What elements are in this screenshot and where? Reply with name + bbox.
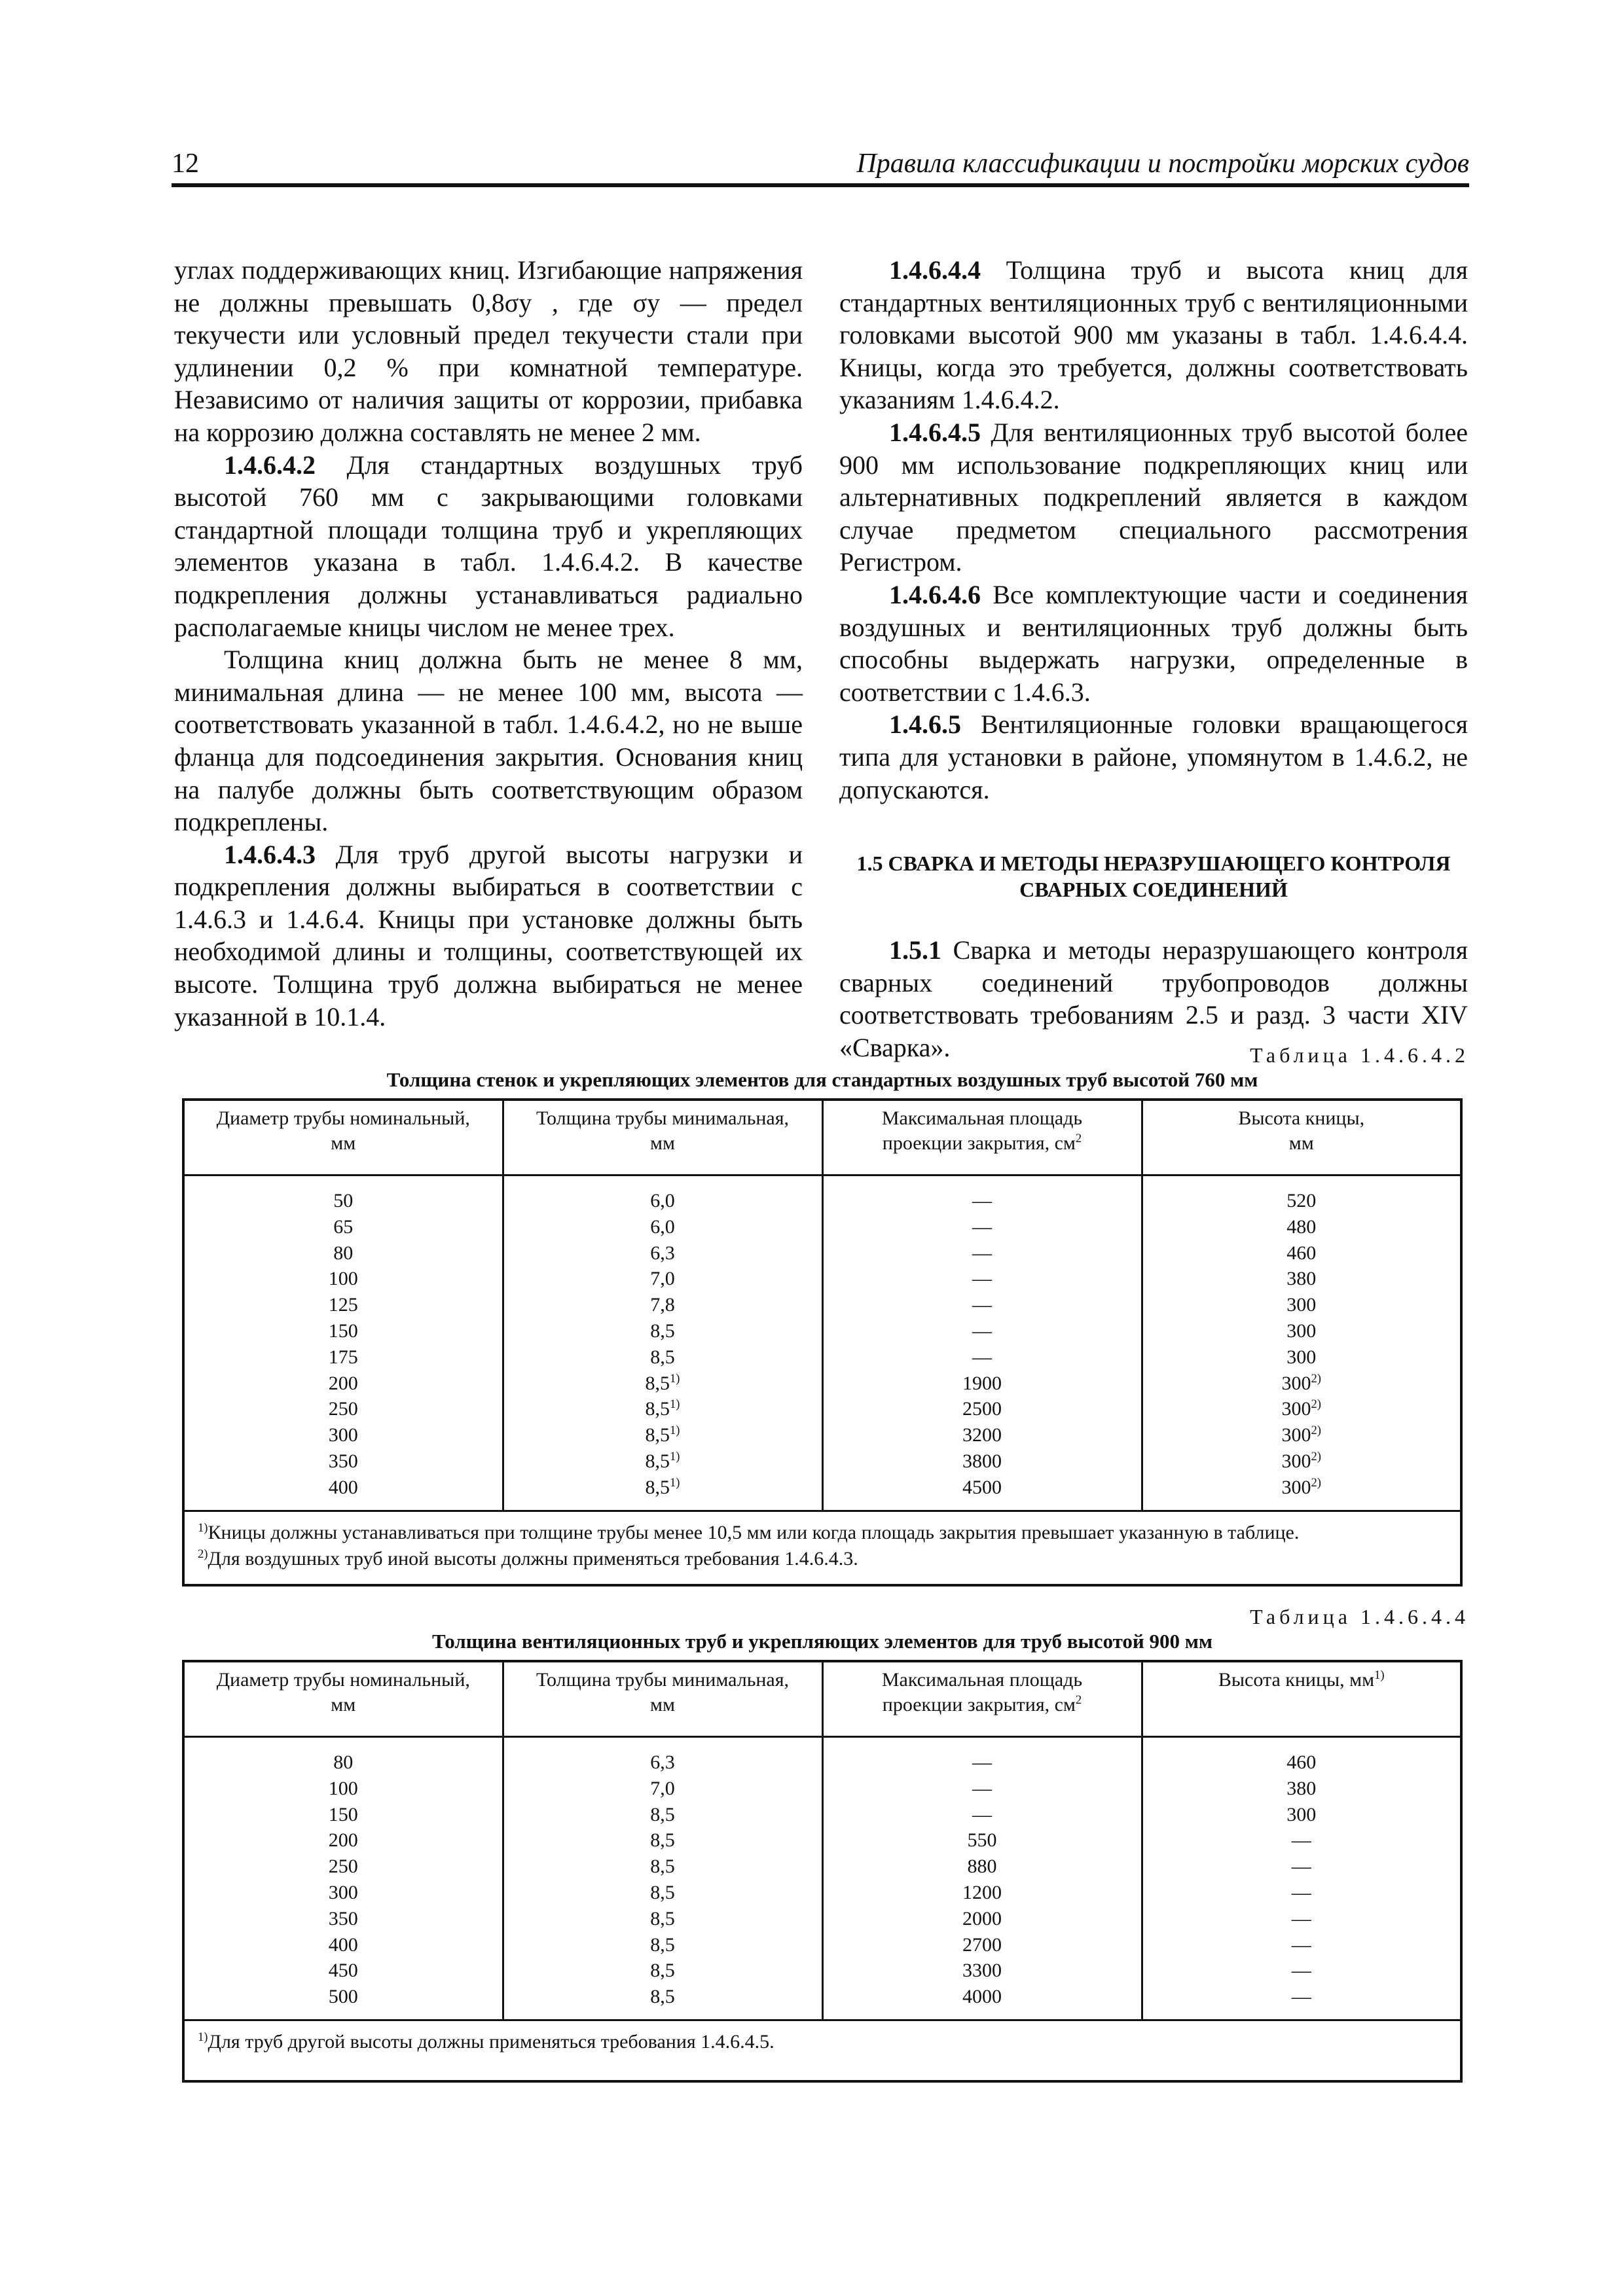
table-cell: 8,5: [650, 1803, 675, 1825]
table-header-row: [183, 1661, 1461, 1737]
table-cell: 8,5: [650, 1856, 675, 1878]
paragraph: [839, 579, 1468, 708]
table-cell: 6,3: [650, 1242, 675, 1264]
paragraph-text: Для труб другой высоты нагрузки и подкрепления должны выбираться в соответствии с 1.4.6.3 и 1.4.6.4. Кницы при установке должны быть необходимой длины и толщины, соответствующей их высоте. Толщина труб должна выбираться не менее указанной в 10.1.4.: [174, 839, 803, 1031]
table-cell: 8,5: [650, 1907, 675, 1929]
table-cell: 450: [328, 1960, 358, 1982]
table-cell: 8,5$^{1)}$: [645, 1475, 680, 1498]
column-header: Толщина трубы минимальная, мм: [503, 1100, 822, 1175]
paragraph: [839, 708, 1468, 806]
table-cell: 150: [328, 1803, 358, 1825]
table-cell: 8,5$^{1)}$: [645, 1424, 680, 1446]
table-cell: 65: [333, 1215, 354, 1238]
paragraph: [174, 449, 803, 644]
table-cell: 480: [1286, 1215, 1317, 1238]
table-cell: 300$^{2)}$: [1281, 1397, 1321, 1420]
table-cell: 200: [328, 1829, 358, 1852]
paragraph: Толщина книц должна быть не менее 8 мм, минимальная длина — не менее 100 мм, высота — соответствовать указанной в табл. 1.4.6.4.2, но не выше фланца для подсоединения закрытия. Основания книц на палубе должны быть соответствующим образом подкреплены.: [174, 645, 803, 837]
clause-number: 1.4.6.4.6: [889, 579, 981, 609]
area-column: [822, 1737, 1142, 2020]
table-cell: —: [972, 1319, 992, 1342]
table-notes-row: [183, 1511, 1461, 1585]
table-body-row: [183, 1737, 1461, 2020]
diameter-column: [183, 1737, 503, 2020]
table-cell: 550: [967, 1829, 997, 1852]
table-cell: 8,5: [650, 1881, 675, 1903]
table-cell: 8,5: [650, 1829, 675, 1852]
thickness-column: [503, 1175, 822, 1511]
table-notes: [183, 2020, 1461, 2081]
table-cell: 380: [1286, 1777, 1317, 1799]
table-cell: 880: [967, 1856, 997, 1878]
column-header: Диаметр трубы номинальный, мм: [183, 1100, 503, 1175]
paragraph: [174, 838, 803, 1033]
column-header: Толщина трубы минимальная, мм: [503, 1661, 822, 1737]
table-cell: —: [972, 1268, 992, 1290]
column-header: Максимальная площадь проекции закрытия, $см^2$: [822, 1661, 1142, 1737]
table-cell: —: [972, 1346, 992, 1368]
table-vent-pipes: [182, 1660, 1463, 2083]
paragraph: [839, 254, 1468, 416]
section-heading: [839, 850, 1468, 903]
table-body-row: [183, 1175, 1461, 1511]
area-column: [822, 1175, 1142, 1511]
table-cell: 250: [328, 1398, 358, 1420]
paragraph-text: Сварка и методы неразрушающего контроля сварных соединений трубопроводов должны соответствовать требованиям 2.5 и разд. 3 части XIV «Сварка».: [839, 935, 1468, 1062]
paragraph: [839, 416, 1468, 579]
column-header: Высота кницы, мм: [1142, 1100, 1461, 1175]
table-cell: 2700: [962, 1933, 1002, 1956]
table-cell: —: [972, 1803, 992, 1825]
table-cell: 100: [328, 1268, 358, 1290]
paragraph: углах поддерживающих книц. Изгибающие напряжения не должны превышать 0,8σy , где σy — предел текучести или условный предел текучести стали при удлинении 0,2 % при комнатной температуре. Независимо от наличия защиты от коррозии, прибавка на коррозию должна составлять не менее 2 мм.: [174, 255, 803, 447]
paragraph-text: Вентиляционные головки вращающегося типа для установки в районе, упомянутом в 1.4.6.2, не допускаются.: [839, 709, 1468, 804]
table-cell: 300: [1286, 1803, 1317, 1825]
table-label: Таблица 1.4.6.4.4: [1250, 1605, 1469, 1628]
table-caption: Толщина стенок и укрепляющих элементов для стандартных воздушных труб высотой 760 мм: [386, 1068, 1258, 1091]
right-column: [839, 254, 1468, 1064]
table-cell: —: [972, 1777, 992, 1799]
table-cell: —: [1291, 1881, 1311, 1903]
clause-number: 1.4.6.4.2: [224, 450, 316, 480]
table-cell: 300$^{2)}$: [1281, 1424, 1321, 1446]
table-cell: —: [1291, 1856, 1311, 1878]
page-header: [172, 149, 1469, 187]
table-cell: 8,5$^{1)}$: [645, 1449, 680, 1472]
table-cell: 300$^{2)}$: [1281, 1449, 1321, 1472]
table-cell: —: [1291, 1986, 1311, 2008]
table-cell: 250: [328, 1856, 358, 1878]
table-cell: 175: [328, 1346, 358, 1368]
table-cell: 1900: [962, 1372, 1002, 1394]
table-cell: 3800: [962, 1450, 1002, 1472]
footnote: $^{2)}$Для воздушных труб иной высоты должны применяться требования 1.4.6.4.3.: [198, 1547, 858, 1570]
table-cell: 300: [1286, 1294, 1317, 1316]
footnote: $^{1)}$Для труб другой высоты должны применяться требования 1.4.6.4.5.: [198, 2030, 775, 2053]
table-cell: 50: [333, 1190, 354, 1211]
table-cell: 300: [1286, 1346, 1317, 1368]
table-cell: —: [1291, 1933, 1311, 1956]
table-cell: —: [972, 1215, 992, 1238]
table-cell: 80: [333, 1242, 354, 1264]
clause-number: 1.5.1: [889, 935, 941, 965]
table-cell: 2000: [962, 1907, 1002, 1929]
clause-number: 1.4.6.4.4: [889, 255, 981, 285]
table-cell: 7,0: [650, 1777, 675, 1799]
table-cell: 1200: [962, 1881, 1002, 1903]
table-cell: 4000: [962, 1986, 1002, 2008]
table-notes: [183, 1511, 1461, 1585]
page-number: 12: [172, 149, 199, 179]
section-heading-line: 1.5 СВАРКА И МЕТОДЫ НЕРАЗРУШАЮЩЕГО КОНТРОЛЯ: [856, 852, 1451, 876]
table-cell: 7,8: [650, 1294, 675, 1316]
section-heading-line: СВАРНЫХ СОЕДИНЕНИЙ: [1019, 878, 1288, 902]
table-cell: 3200: [962, 1424, 1002, 1446]
paragraph-text: Для вентиляционных труб высотой более 900 мм использование подкрепляющих книц или альтернативных подкреплений является в каждом случае предметом специального рассмотрения Регистром.: [839, 417, 1468, 577]
table-air-pipes: [182, 1098, 1463, 1587]
table-caption: Толщина вентиляционных труб и укрепляющих элементов для труб высотой 900 мм: [431, 1630, 1213, 1653]
bracket-height-column: [1142, 1175, 1461, 1511]
table-notes-row: [183, 2020, 1461, 2081]
table-cell: 6,0: [650, 1190, 675, 1211]
table-cell: —: [1291, 1829, 1311, 1852]
table-cell: 520: [1286, 1190, 1317, 1211]
table-cell: —: [1291, 1960, 1311, 1982]
table-cell: 400: [328, 1933, 358, 1956]
table-cell: 300: [328, 1881, 358, 1903]
bracket-height-column: [1142, 1737, 1461, 2020]
clause-number: 1.4.6.4.5: [889, 417, 981, 447]
table-label: Таблица 1.4.6.4.2: [1250, 1043, 1469, 1067]
table-cell: —: [972, 1294, 992, 1316]
paragraph-text: Все комплектующие части и соединения воздушных и вентиляционных труб должны быть способны выдержать нагрузки, определенные в соответствии с 1.4.6.3.: [839, 579, 1468, 707]
table-cell: 8,5: [650, 1986, 675, 2008]
paragraph-text: Толщина труб и высота книц для стандартных вентиляционных труб с вентиляционными головками высотой 900 мм указаны в табл. 1.4.6.4.4. Кницы, когда это требуется, должны соответствовать указаниям 1.4.6.4.2.: [839, 255, 1468, 415]
running-title: Правила классификации и постройки морских судов: [856, 149, 1469, 179]
table-cell: 460: [1286, 1242, 1317, 1264]
table-cell: 300: [328, 1424, 358, 1446]
table-cell: 8,5: [650, 1319, 675, 1342]
table-cell: —: [972, 1190, 992, 1211]
footnote: $^{1)}$Кницы должны устанавливаться при толщине трубы менее 10,5 мм или когда площадь закрытия превышает указанную в таблице.: [198, 1520, 1300, 1543]
table-cell: 4500: [962, 1476, 1002, 1498]
table-cell: 100: [328, 1777, 358, 1799]
table-cell: 500: [328, 1986, 358, 2008]
table-cell: 8,5: [650, 1960, 675, 1982]
table-cell: 460: [1286, 1751, 1317, 1773]
table-cell: 400: [328, 1476, 358, 1498]
table-cell: 300$^{2)}$: [1281, 1371, 1321, 1394]
table-cell: 350: [328, 1907, 358, 1929]
table-cell: 380: [1286, 1268, 1317, 1290]
thickness-column: [503, 1737, 822, 2020]
table-cell: 300$^{2)}$: [1281, 1475, 1321, 1498]
table-cell: 350: [328, 1450, 358, 1472]
table-cell: 8,5: [650, 1933, 675, 1956]
clause-number: 1.4.6.4.3: [224, 839, 316, 869]
table-cell: 150: [328, 1319, 358, 1342]
table-cell: 200: [328, 1372, 358, 1394]
table-cell: 3300: [962, 1960, 1002, 1982]
paragraph-text: Для стандартных воздушных труб высотой 760 мм с закрывающими головками стандартной площади толщина труб и укрепляющих элементов указана в табл. 1.4.6.4.2. В качестве подкрепления должны устанавливаться радиально располагаемые кницы числом не менее трех.: [174, 450, 803, 642]
table-cell: 300: [1286, 1319, 1317, 1342]
table-cell: —: [972, 1751, 992, 1773]
clause-number: 1.4.6.5: [889, 709, 961, 740]
table-cell: 8,5$^{1)}$: [645, 1397, 680, 1420]
column-header: Высота кницы, $мм^{1)}$: [1142, 1661, 1461, 1737]
table-cell: 6,3: [650, 1751, 675, 1773]
table-cell: 6,0: [650, 1215, 675, 1238]
table-cell: 8,5: [650, 1346, 675, 1368]
table-cell: 7,0: [650, 1268, 675, 1290]
table-cell: 8,5$^{1)}$: [645, 1371, 680, 1394]
column-header: Диаметр трубы номинальный, мм: [183, 1661, 503, 1737]
table-cell: 80: [333, 1751, 354, 1773]
table-cell: 125: [328, 1294, 358, 1316]
diameter-column: [183, 1175, 503, 1511]
table-header-row: [183, 1100, 1461, 1175]
left-column: [174, 254, 803, 1033]
table-cell: —: [1291, 1907, 1311, 1929]
table-cell: 2500: [962, 1398, 1002, 1420]
table-cell: —: [972, 1242, 992, 1264]
column-header: Максимальная площадь проекции закрытия, $см^2$: [822, 1100, 1142, 1175]
